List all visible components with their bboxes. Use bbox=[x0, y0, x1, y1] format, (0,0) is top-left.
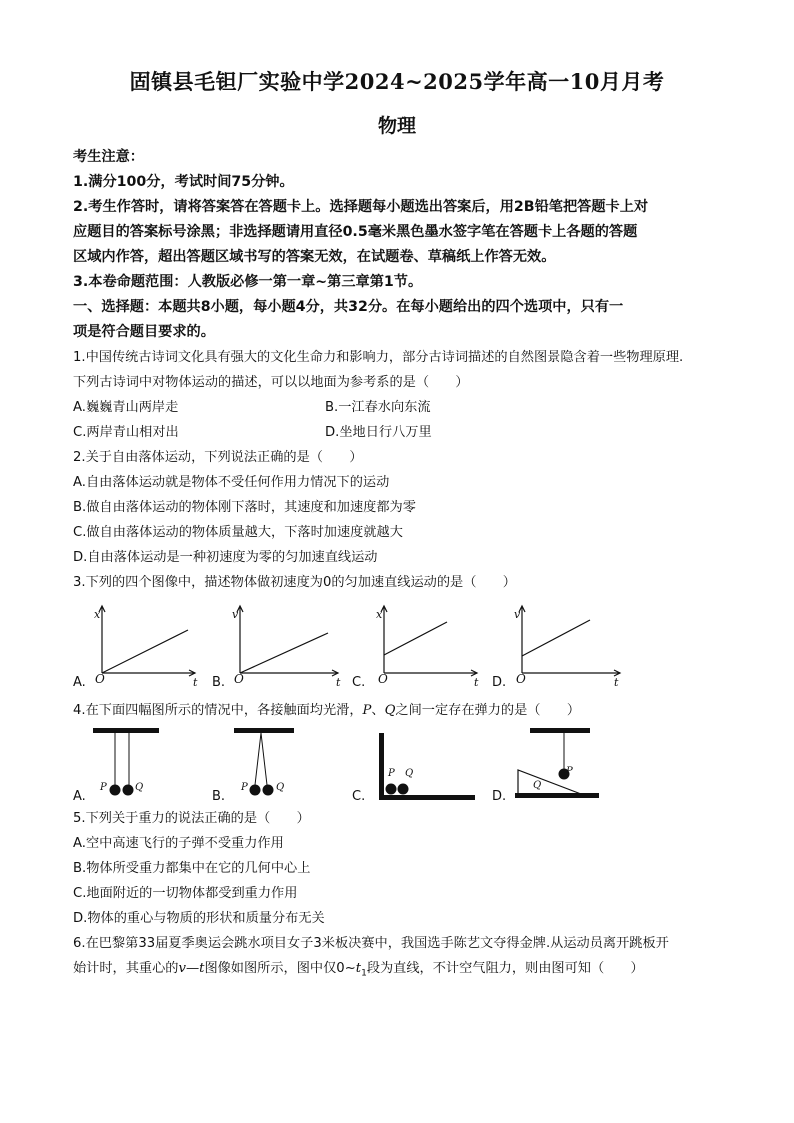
q5-option-a[interactable]: A.空中高速飞行的子弹不受重力作用 bbox=[73, 836, 284, 851]
q3-a-yaxis: x bbox=[94, 608, 101, 621]
q3-a-xaxis: t bbox=[193, 676, 198, 689]
q6-stem: 6.在巴黎第33届夏季奥运会跳水项目女子3米板决赛中，我国选手陈艺文夺得金牌.从运动员离开跳板开 bbox=[73, 936, 669, 951]
q3-option-b-label[interactable]: B. bbox=[212, 675, 226, 690]
q4-figure-d[interactable] bbox=[513, 728, 603, 800]
exam-title: 固镇县毛钽厂实验中学2024~2025学年高一10月月考 bbox=[129, 69, 665, 94]
q4-c-p: P bbox=[388, 768, 395, 779]
question-6 bbox=[73, 931, 723, 987]
q4-p: P bbox=[362, 703, 372, 718]
q5-option-d[interactable]: D.物体的重心与物质的形状和质量分布无关 bbox=[73, 911, 325, 926]
notice-item: 1.满分100分，考试时间75分钟。 bbox=[73, 174, 294, 190]
q3-option-a-label[interactable]: A. bbox=[73, 675, 86, 690]
q4-b-p: P bbox=[241, 782, 248, 793]
q4-option-d-label[interactable]: D. bbox=[492, 789, 507, 804]
q6-vt: v—t bbox=[178, 961, 205, 976]
q2-stem: 2.关于自由落体运动，下列说法正确的是（ ） bbox=[73, 450, 363, 465]
q3-graph-a[interactable] bbox=[90, 603, 200, 683]
q5-option-b[interactable]: B.物体所受重力都集中在它的几何中心上 bbox=[73, 861, 311, 876]
q6-stem-cont: 始计时，其重心的v—t图像如图所示，图中仅$0\sim t_1$段为直线，不计空气阻力，则由图可知（ ） bbox=[73, 961, 644, 979]
q4-option-b-label[interactable]: B. bbox=[212, 789, 226, 804]
section-heading-cont: 项是符合题目要求的。 bbox=[73, 324, 215, 340]
q6-t1-sub: 1 bbox=[361, 968, 367, 979]
section-heading: 一、选择题：本题共8小题，每小题4分，共32分。在每小题给出的四个选项中，只有一 bbox=[73, 299, 624, 315]
q1-option-b[interactable]: B.一江春水向东流 bbox=[325, 400, 431, 415]
q1-stem: 1.中国传统古诗词文化具有强大的文化生命力和影响力，部分古诗词描述的自然图景隐含着一些物理原理. bbox=[73, 350, 684, 365]
q5-option-c[interactable]: C.地面附近的一切物体都受到重力作用 bbox=[73, 886, 298, 901]
q2-option-a[interactable]: A.自由落体运动就是物体不受任何作用力情况下的运动 bbox=[73, 475, 390, 490]
q3-b-origin: O bbox=[234, 672, 244, 686]
q4-c-q: Q bbox=[405, 768, 414, 779]
q4-d-p: P bbox=[566, 766, 573, 777]
notice-item: 区域内作答，超出答题区域书写的答案无效，在试题卷、草稿纸上作答无效。 bbox=[73, 249, 556, 265]
q1-option-c[interactable]: C.两岸青山相对出 bbox=[73, 425, 179, 440]
q3-d-xaxis: t bbox=[614, 676, 619, 689]
question-1 bbox=[73, 345, 723, 395]
q1-option-d[interactable]: D.坐地日行八万里 bbox=[325, 425, 432, 440]
q1-stem-cont: 下列古诗词中对物体运动的描述，可以以地面为参考系的是（ ） bbox=[73, 375, 469, 390]
q4-option-a-label[interactable]: A. bbox=[73, 789, 86, 804]
q4-a-q: Q bbox=[135, 782, 144, 793]
question-5 bbox=[73, 806, 723, 931]
q3-d-yaxis: v bbox=[514, 608, 521, 621]
q4-d-q: Q bbox=[533, 780, 542, 791]
q6-t1: t bbox=[355, 961, 362, 976]
q4-a-p: P bbox=[100, 782, 107, 793]
q3-graph-b[interactable] bbox=[228, 603, 343, 683]
q3-option-d-label[interactable]: D. bbox=[492, 675, 507, 690]
q3-d-origin: O bbox=[516, 672, 526, 686]
q3-option-c-label[interactable]: C. bbox=[352, 675, 366, 690]
q3-b-xaxis: t bbox=[336, 676, 341, 689]
notice-item: 3.本卷命题范围：人教版必修一第一章~第三章第1节。 bbox=[73, 274, 423, 290]
notice-item: 应题目的答案标号涂黑；非选择题请用直径0.5毫米黑色墨水签字笔在答题卡上各题的答题 bbox=[73, 224, 638, 240]
q3-a-origin: O bbox=[95, 672, 105, 686]
q3-c-yaxis: x bbox=[376, 608, 383, 621]
q4-stem: 4.在下面四幅图所示的情况中，各接触面均光滑，P、Q之间一定存在弹力的是（ ） bbox=[73, 703, 581, 718]
q3-graph-d[interactable] bbox=[510, 603, 625, 683]
q2-option-c[interactable]: C.做自由落体运动的物体质量越大，下落时加速度就越大 bbox=[73, 525, 403, 540]
q5-stem: 5.下列关于重力的说法正确的是（ ） bbox=[73, 811, 310, 826]
q4-option-c-label[interactable]: C. bbox=[352, 789, 366, 804]
q2-option-d[interactable]: D.自由落体运动是一种初速度为零的匀加速直线运动 bbox=[73, 550, 378, 565]
q3-graph-c[interactable] bbox=[372, 603, 482, 683]
q1-option-a[interactable]: A.巍巍青山两岸走 bbox=[73, 400, 179, 415]
q3-stem: 3.下列的四个图像中，描述物体做初速度为0的匀加速直线运动的是（ ） bbox=[73, 575, 516, 590]
notice-block bbox=[73, 145, 723, 345]
q3-b-yaxis: v bbox=[232, 608, 239, 621]
notice-heading: 考生注意： bbox=[73, 149, 144, 165]
q2-option-b[interactable]: B.做自由落体运动的物体刚下落时，其速度和加速度都为零 bbox=[73, 500, 416, 515]
q3-c-origin: O bbox=[378, 672, 388, 686]
notice-item: 2.考生作答时，请将答案答在答题卡上。选择题每小题选出答案后，用2B铅笔把答题卡上对 bbox=[73, 199, 649, 215]
q3-c-xaxis: t bbox=[474, 676, 479, 689]
subject-title: 物理 bbox=[377, 115, 416, 137]
q4-b-q: Q bbox=[276, 782, 285, 793]
q4-q: Q bbox=[384, 703, 396, 718]
question-2 bbox=[73, 445, 723, 595]
